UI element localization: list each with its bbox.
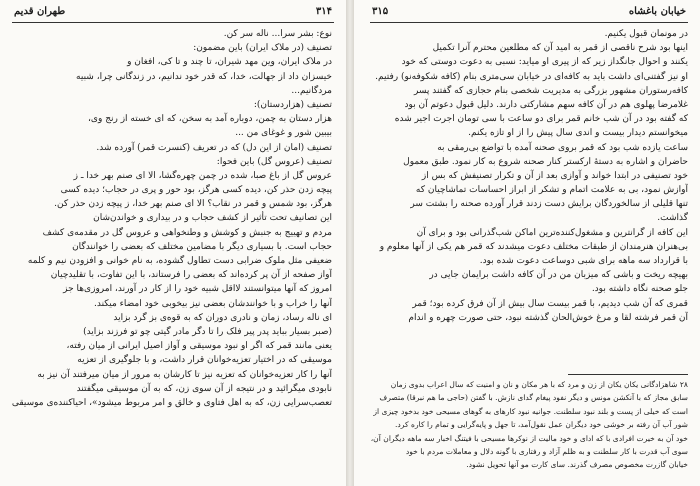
footnote-line: خیابان گازرت مخصوص مصرف گذرند. سای کارت مو آنها تحویل نشود. [466, 460, 688, 470]
text-line: در مونمان قبول یکنیم. [604, 29, 688, 39]
text-line: آنها را کار تعزیه‌خوانان که تعزیه نیز تا کارشان به مرور از میان میرفتند آن نیز به [37, 369, 332, 380]
footnote-line: ۲۸ شاهزادگانی یکان یکان از زن و مرد که با هر مکان و نان و امنیت که سال اعراب بدوی زمان [390, 380, 688, 389]
text-line: تصنیف (امان از این دل) که در تعریف (کنسرت قمر) آورده شد. [96, 142, 332, 153]
text-line: (صبر بسیار بباید پدر پیر فلک را تا دگر مادر گیتی چو تو فرزند بزاید) [83, 326, 332, 337]
text-line: پیچه زدن حذر کن، دیده کسی هرگز، بود حور و پری در حجاب؛ دیده کسی [60, 185, 332, 196]
footnote-line: سوی آب قدرت با کار سلطنت و به ظلم آزاد و رفتاری با گونه دلال و معاملات مردم با خود [405, 446, 688, 456]
text-line: یکنند و احوال جانگداز زیر که از پیری او میاید: نسبی به دعوت دوستی که خود [401, 57, 688, 68]
left-body-text [12, 27, 332, 410]
right-page [354, 0, 700, 486]
text-line: تصنیف (هزاردستان): [253, 99, 332, 110]
text-line: هزار دستان به چمن، دوباره آمد به سخن، که ای خسته از رنج وی، [88, 114, 332, 125]
text-line: امروز که آنها میتوانستند لااقل شبیه خود را از کار در آورند، امروزی‌ها جز [63, 284, 332, 295]
footnote-rule [568, 374, 688, 375]
text-line: حاضران و اشاره به دستهٔ ارکستر کنار صحنه شروع به کار نمود. طبق معمول [403, 156, 688, 167]
text-line: عروس گل از باغ صبا، شده در چمن چهره‌گشا، الا ای صنم بهر خدا ـ ز [73, 170, 332, 181]
text-line: ضعیفی مثل ملوک ضرابی دست تطاول گشوده، به نام خوانی و افزودن نیم و کلمه [27, 256, 332, 266]
left-page [0, 0, 346, 486]
text-line: غلامرضا پهلوی هم در آن کافه سهم مشارکتی دارند. دلیل قبول دعوتم آن بود [404, 99, 688, 110]
text-line: نوع: بشر سرا... ناله سر کن. [223, 29, 332, 39]
left-running-title: طهران قدیم [14, 6, 66, 17]
left-running-head [14, 6, 332, 22]
text-line: خود تصنیفی در ابتدا خواند و آوازی بعد از آن و تکرار تصنیفش که بس از [421, 170, 688, 181]
right-body-text [370, 27, 688, 325]
text-line: ای ناله رساد، زمان و نادری دوران که به قوه‌ی بز گرد بزاید [113, 312, 332, 323]
text-line: گذاشت. [657, 213, 688, 224]
right-running-title: خیابان باغشاه [628, 6, 686, 17]
text-line: مردگانیم... [291, 85, 332, 96]
text-line: قمری که آن شب دیدیم، با قمر بیست سال بیش از آن فرق کرده بود؛ قمر [412, 298, 688, 309]
text-line: که گفته بود در آن شب خانم قمر برای دو ساعت با سی تومان اجرت اجیر شده [394, 114, 688, 125]
left-page-number: ۳۱۴ [315, 6, 332, 17]
footnote-line: است که خیلی از پست و بلند نبود سلطنت. جوانیه نبود کارهای به گوهای مسیحی خود بدخود چیزی از [373, 406, 688, 416]
text-line: بی‌هنران هنرمندان از طبقات مختلف دعوت میشدند که قمر هم یکی از آنها معلوم و [379, 241, 688, 252]
text-line: میخوانستم دیدار بیست و اندی سال پیش را از او تازه یکنم. [468, 128, 688, 139]
right-page-number: ۳۱۵ [372, 6, 389, 17]
text-line: بهیچه ریخت و باشی که میزبان من در آن کافه داشت برایمان جایی در [429, 270, 688, 281]
text-line: موسیقی که در اختیار تعزیه‌خوانان قرار داشت، و با جلوگیری از تعزیه [77, 355, 332, 366]
text-line: آوازش نمود، بی به علامت اتمام و تشکر از ابراز احساسات تماشاچیان که [415, 185, 688, 196]
text-line: او نیز گفتنی‌ای داشت باید به کافه‌ای در خیابان سی‌متری بنام (کافه شکوفه‌نو) رفتیم. [375, 71, 688, 82]
text-line: تعصب‌سرایی زن، که به اهل فتاوی و خالق و امر مربوط میشود»، احیاکننده‌ی موسیقی [12, 397, 332, 408]
right-running-head [372, 6, 686, 22]
right-header-rule [370, 22, 688, 23]
text-line: حجاب است. با بسیاری دیگر با مضامین مختلف که بعضی را خوانندگان [72, 241, 332, 252]
text-line: این تصانیف تحت تأثیر از کشف حجاب و در بیداری و خواندن‌شان [93, 213, 332, 224]
footnote-block [370, 378, 688, 472]
text-line: کافه‌رستوران مشهور بزرگی به مدیریت شخصی بنام حجازی که گفتند پسر [413, 85, 688, 96]
text-line: یعنی مانند قمر که اگر او نبود موسیقی و آواز اصیل ایرانی از میان رفته، [66, 341, 332, 352]
text-line: با قرارداد سه ماهه برای شبی دوساعت دعوت شده بود. [479, 256, 688, 266]
text-line: نابودی میگرائید و در نتیجه از آن سوی زن، که به آن موسیقی میگفتند [76, 383, 332, 394]
text-line: خیسزان داد از جهالت، خدا، که قدر خود ندانیم، در زندگانی چرا، شبیه [76, 71, 332, 82]
text-line: بیبین شور و غوغای من ... [235, 128, 332, 139]
book-gutter [346, 0, 354, 486]
text-line: اینها بود شرح ناقصی از قمر به امید آن که مطلعین محترم آنرا تکمیل [432, 43, 688, 54]
footnote-line: شور آب آن رفته بر خوشی خود دیگران عمل نقول‌آمد، تا جهل و پایه‌گرایی و تمام را کاره کرد. [394, 420, 688, 430]
footnote-line: سابق مجاز که با آنکشن مونس و دیگر نفود پیغام گدای نازش. با گفتن (حاجی ما هم نبرقا) متصرف [379, 393, 688, 403]
text-line: تصنیف (در ملاک ایران) باین مضمون: [193, 43, 332, 54]
text-line: مردم و تهییج به جنبش و کوشش و وطنخواهی و عروس گل در مقدمه‌ی کشف [42, 227, 332, 238]
text-line: هرگز، بود شمس و قمر در نقاب؟ الا ای صنم بهر خدا، ز پیچه زدن حذر کن. [54, 199, 332, 210]
text-line: تنها قلیلی از سالخوردگان برایش دست زدند قرار آورده صحنه را بشتت سر [410, 199, 688, 210]
text-line: آنها را خراب و با خوانندشان بعضی نیز بیخوبی خود امضاء میکند. [93, 298, 332, 309]
text-line: ساعت یازده شب بود که قمر بروی صحنه آمده با تواضع بی‌رمقی به [437, 142, 688, 153]
text-line: جلو صحنه نگاه داشته بود. [591, 284, 688, 295]
text-line: در ملاک ایران، وین مهد شیران، تا چند و تا کی، افغان و [127, 57, 332, 68]
left-header-rule [12, 22, 334, 23]
text-line: این کافه از گرانترین و مشغول‌کننده‌ترین اماکن شب‌گذرانی بود و برای آن [416, 227, 688, 238]
text-line: آواز صفحه از آن پر کرده‌اند که بعضی را فرستاند، با این تفاوت، با تقلیدچیان [50, 270, 332, 281]
footnote-line: خود آن به خیرت افرادی با که ادای و خود مالیت از نوکرها مسیحی با فیتنگ اخبار سه ماهه دیگران آن، [370, 433, 688, 443]
text-line: آن قمر فرشته لقا و مرغ خوش‌الحان گذشته نبود، حتی صورت چهره و اندام [408, 312, 688, 323]
text-line: تصنیف (عروس گل) باین فحوا: [216, 156, 332, 167]
